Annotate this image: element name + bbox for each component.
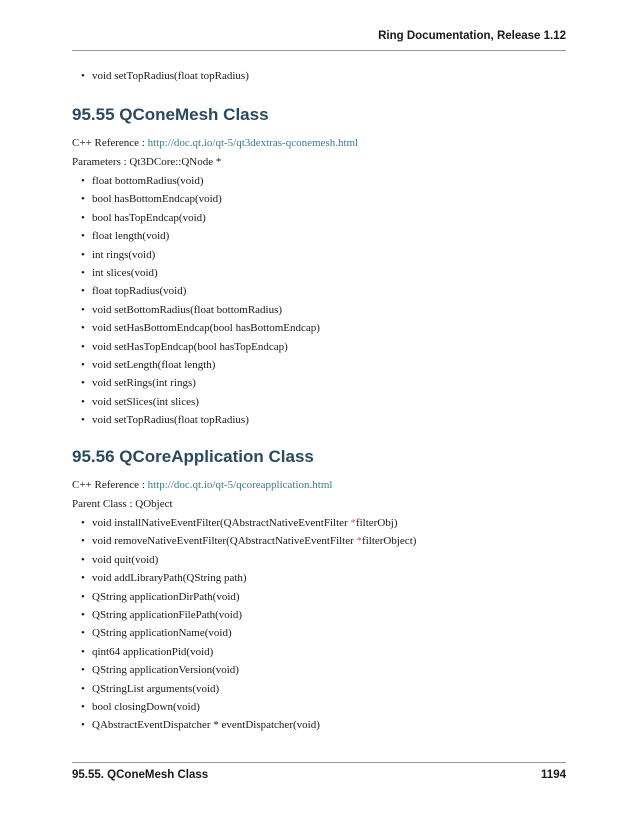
list-item: • QAbstractEventDispatcher * eventDispatcher(void) — [72, 719, 566, 732]
section-heading-qconemesh: 95.55 QConeMesh Class — [72, 105, 269, 124]
list-item: • float topRadius(void) — [72, 285, 566, 298]
list-item: • QString applicationFilePath(void) — [72, 609, 566, 622]
header-title: Ring Documentation, Release 1.12 — [378, 30, 566, 42]
pointer-star: * — [350, 517, 356, 530]
item-text: void installNativeEventFilter(QAbstractNativeEventFilter — [92, 517, 351, 530]
ref-link[interactable]: http://doc.qt.io/qt-5/qt3dextras-qconemesh.html — [147, 137, 359, 149]
list-item: • int slices(void) — [72, 267, 566, 280]
list-item: • bool hasTopEndcap(void) — [72, 212, 566, 225]
ref-link[interactable]: http://doc.qt.io/qt-5/qcoreapplication.html — [147, 479, 333, 492]
list-item: • void setHasBottomEndcap(bool hasBottomEndcap) — [72, 322, 566, 335]
list-item: • void setTopRadius(float topRadius) — [72, 414, 566, 427]
list-item: • QStringList arguments(void) — [72, 683, 566, 696]
list-item: • void setLength(float length) — [72, 359, 566, 372]
list-item: • QString applicationVersion(void) — [72, 664, 566, 677]
list-item: • void setTopRadius(float topRadius) — [72, 70, 566, 83]
page-number: 1194 — [541, 769, 566, 781]
list-item: • void addLibraryPath(QString path) — [72, 572, 566, 585]
cpp-reference — [72, 479, 566, 492]
list-item: • qint64 applicationPid(void) — [72, 646, 566, 659]
parent-class-line: Parent Class : QObject — [72, 498, 173, 511]
pointer-star: * — [356, 535, 363, 548]
ref-label: C++ Reference : — [72, 479, 148, 492]
item-text: void removeNativeEventFilter(QAbstractNativeEventFilter — [92, 535, 357, 548]
list-item: • QString applicationDirPath(void) — [72, 591, 566, 604]
item-text: filterObject) — [362, 535, 417, 548]
list-item: • int rings(void) — [72, 249, 566, 262]
list-item: • void setHasTopEndcap(bool hasTopEndcap) — [72, 341, 566, 354]
section-heading-qcoreapplication: 95.56 QCoreApplication Class — [72, 447, 314, 467]
ref-label: C++ Reference : — [72, 137, 148, 149]
page-content — [72, 70, 566, 738]
list-item: • void setRings(int rings) — [72, 377, 566, 390]
list-item: • float length(void) — [72, 230, 566, 243]
list-item: • void setSlices(int slices) — [72, 396, 566, 409]
list-item: • void quit(void) — [72, 554, 566, 567]
list-item: • QString applicationName(void) — [72, 627, 566, 640]
item-text: filterObj) — [355, 517, 398, 530]
list-item: • float bottomRadius(void) — [72, 175, 566, 188]
running-header — [72, 30, 566, 51]
intro-list — [72, 70, 566, 83]
method-list — [72, 517, 566, 732]
list-item — [72, 535, 566, 548]
parameters-line: Parameters : Qt3DCore::QNode * — [72, 156, 222, 168]
method-list — [72, 175, 566, 427]
list-item: • bool hasBottomEndcap(void) — [72, 193, 566, 206]
cpp-reference — [72, 137, 566, 150]
list-item — [72, 517, 566, 530]
footer-section: 95.55. QConeMesh Class — [72, 769, 209, 781]
list-item: • void setBottomRadius(float bottomRadius) — [72, 304, 566, 317]
list-item: • bool closingDown(void) — [72, 701, 566, 714]
running-footer — [72, 762, 566, 781]
